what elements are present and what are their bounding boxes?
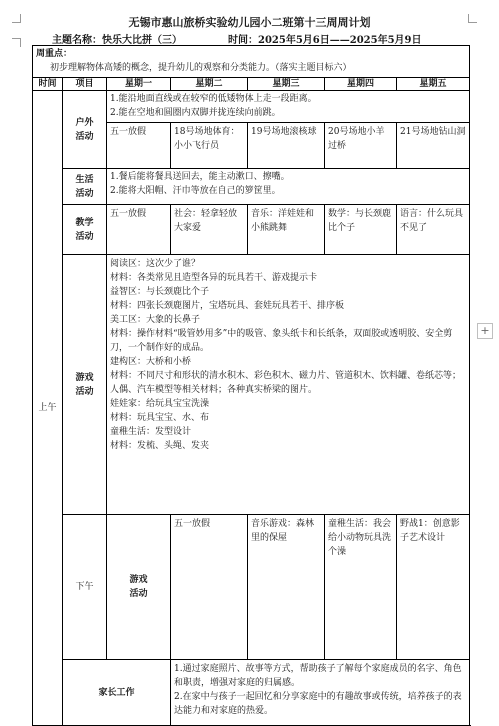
life-row <box>33 169 470 205</box>
outdoor-label-2: 活动 <box>75 131 94 142</box>
teach-fri: 语言：什么玩具不见了 <box>397 205 470 255</box>
outdoor-fri: 21号场地钻山洞 <box>397 123 470 169</box>
outdoor-thu: 20号场地小羊过桥 <box>325 123 397 169</box>
game-line: 阅读区：这次少了谁？ <box>110 259 201 269</box>
teach-tue: 社会：轻拿轻放大家爱 <box>171 205 248 255</box>
header-wed: 星期三 <box>248 78 325 91</box>
family-label: 家长工作 <box>63 660 171 726</box>
game-line: 美工区：大象的长鼻子 <box>110 315 201 325</box>
game-label-1: 游戏 <box>75 372 94 383</box>
header-row <box>33 78 470 91</box>
outdoor-goals <box>107 91 470 123</box>
pm-game-label <box>107 515 171 660</box>
game-line: 材料：四张长颈鹿图片，宝塔玩具、套娃玩具若干、排序板 <box>110 301 345 311</box>
pm-game-row <box>33 515 470 660</box>
game-line: 材料：玩具宝宝、水、布 <box>110 413 210 423</box>
family-item-2: 2.在家中与孩子一起回忆和分享家庭中的有趣故事或传统，培养孩子的表达能力和对家庭的热爱。 <box>174 692 462 716</box>
pm-game-tue: 音乐游戏：森林里的保屋 <box>248 515 325 660</box>
game-label-2: 活动 <box>75 386 94 397</box>
outdoor-tue: 18号场地体育：小小飞行员 <box>171 123 248 169</box>
life-label-2: 活动 <box>75 188 94 199</box>
crop-mark-left <box>12 38 21 47</box>
header-tue: 星期二 <box>171 78 248 91</box>
game-line: 材料：发梳、头绳、发夹 <box>110 441 210 451</box>
game-line: 材料：各类常见且造型各异的玩具若干、游戏提示卡 <box>110 273 318 283</box>
family-row <box>33 660 470 726</box>
pm-game-thu: 野战1：创意影子艺术设计 <box>397 515 470 660</box>
focus-row <box>33 46 470 78</box>
header-mon: 星期一 <box>107 78 171 91</box>
game-line: 益智区：与长颈鹿比个子 <box>110 287 210 297</box>
period-am: 上午 <box>33 91 63 726</box>
pm-game-mon: 五一放假 <box>171 515 248 660</box>
header-item: 项目 <box>63 78 107 91</box>
pm-game-label-1: 游戏 <box>129 575 148 585</box>
game-line: 娃娃家：给玩具宝宝洗澡 <box>110 399 210 409</box>
focus-text: 初步理解物体高矮的概念，提升幼儿的观察和分类能力。（落实主题目标六） <box>50 63 352 73</box>
pm-game-wed: 童稚生活：我会给小动物玩具洗个澡 <box>325 515 397 660</box>
header-fri: 星期五 <box>397 78 470 91</box>
outdoor-wed: 19号场地滚核球 <box>248 123 325 169</box>
outdoor-goals-row <box>33 91 470 123</box>
outdoor-goal-1: 1.能沿地面直线或在较窄的低矮物体上走一段距离。 <box>110 94 317 104</box>
focus-label: 周重点： <box>36 49 73 59</box>
teach-wed: 音乐：洋娃娃和小熊跳舞 <box>248 205 325 255</box>
family-items <box>171 660 470 726</box>
date-range: 时间：2025年5月6日——2025年5月9日 <box>228 35 422 46</box>
header-time: 时间 <box>33 78 63 91</box>
family-item-1: 1.通过家庭照片、故事等方式，帮助孩子了解每个家庭成员的名字、角色和职责，增强对家庭的归属感。 <box>174 664 462 688</box>
teach-row <box>33 205 470 255</box>
page-title: 无锡市惠山旅桥实验幼儿园小二班第十三周周计划 <box>128 16 371 29</box>
teach-label-2: 活动 <box>75 231 94 242</box>
teach-thu: 数学：与长颈鹿比个子 <box>325 205 397 255</box>
teach-mon: 五一放假 <box>107 205 171 255</box>
outdoor-mon: 五一放假 <box>107 123 171 169</box>
teach-label <box>63 205 107 255</box>
pm-game-label-2: 活动 <box>129 589 148 599</box>
outdoor-label <box>63 91 107 169</box>
life-label-1: 生活 <box>75 174 94 185</box>
game-line: 建构区：大桥和小桥 <box>110 357 192 367</box>
game-line: 材料：操作材料“吸管妙用多”中的吸管、象头纸卡和长纸条，双面胶或透明胶、安全剪刀，一个制作好的成品。 <box>110 329 453 353</box>
weekly-plan-table <box>32 45 470 726</box>
life-item-2: 2.能将大阳帽、汗巾等放在自己的箩筐里。 <box>110 186 281 196</box>
period-pm: 下午 <box>63 515 107 660</box>
header-thu: 星期四 <box>325 78 397 91</box>
game-row <box>33 255 470 515</box>
add-icon[interactable]: + <box>477 323 493 339</box>
theme-name: 主题名称：快乐大比拼（三） <box>52 35 182 46</box>
game-label <box>63 255 107 515</box>
game-areas <box>107 255 470 515</box>
teach-label-1: 教学 <box>75 217 94 228</box>
outdoor-label-1: 户外 <box>75 117 94 128</box>
game-line: 材料：不同尺寸和形状的清水积木、彩色积木、磁力片、管道积木、饮料罐、卷纸芯等；人偶、汽车模型等相关材料；各种真实桥梁的图片。 <box>110 371 462 395</box>
life-item-1: 1.餐后能将餐具送回去，能主动漱口、擦嘴。 <box>110 172 290 182</box>
outdoor-goal-2: 2.能在空地和圆圈内双脚并拢连续向前跳。 <box>110 108 281 118</box>
life-label <box>63 169 107 205</box>
life-items <box>107 169 470 205</box>
game-line: 童稚生活：发型设计 <box>110 427 192 437</box>
